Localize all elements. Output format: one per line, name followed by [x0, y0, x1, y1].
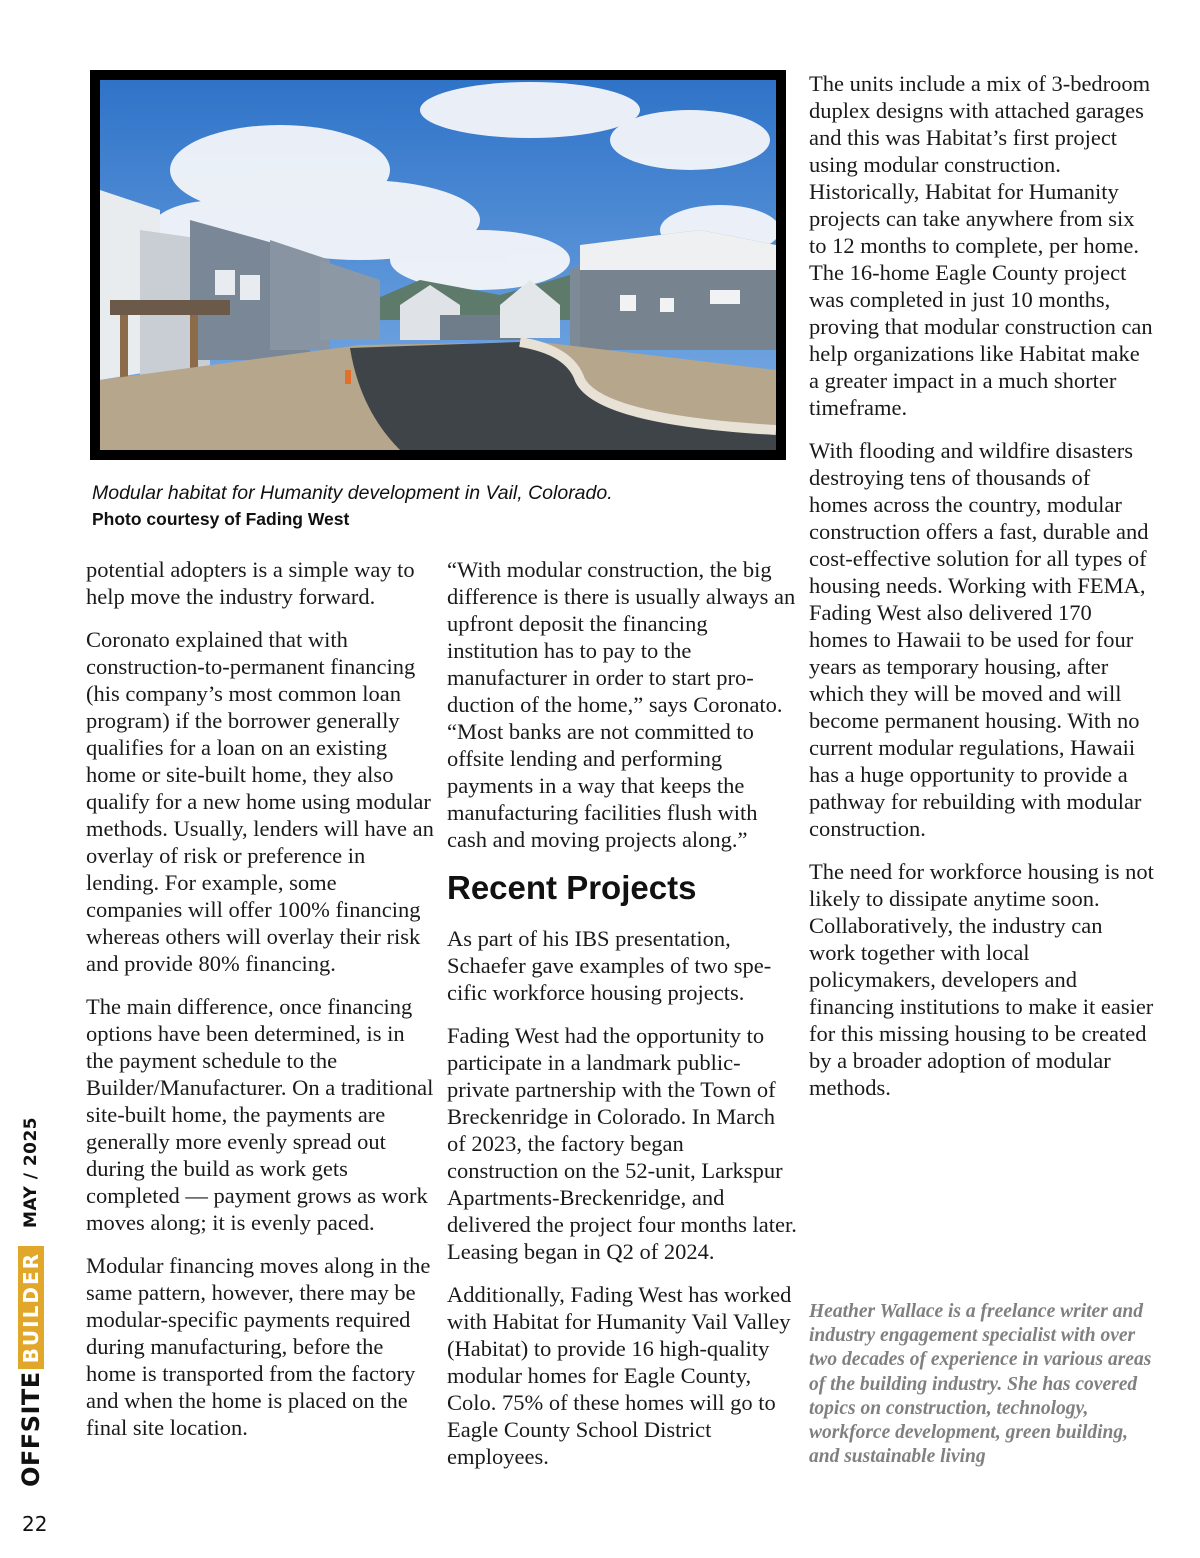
photo-credit: Photo courtesy of Fading West: [92, 509, 350, 529]
photo-caption: [92, 480, 792, 532]
article-column-1: [86, 556, 434, 1457]
paragraph: With flooding and wildfire disasters destroying tens of thousands of homes across the country, modular construction offers a fast, durable and cost-effective solution for all types of housing needs. Working with FEMA, Fading West also delivered 170 homes to Hawaii to be used for four years as temporary housing, after which they will be moved and will become permanent housing. With no current modular regulations, Hawaii has a huge opportunity to provide a pathway for rebuilding with modular construction.: [809, 438, 1149, 841]
quote-paragraph: “With modular construction, the big difference is there is usually always an upfront deposit the financing institution has to pay to the manufacturer in order to start production of the home,” says Coronato. “Most banks are not committed to offsite lending and performing payments in a way that keeps the manufacturing facilities flush with cash and moving projects along.”: [447, 557, 796, 852]
paragraph: The main difference, once financing options have been determined, is in the payment schedule to the Builder/Manufacturer. On a traditional site-built home, the payments are generally more evenly spread out during the build as work gets completed — payment grows as work moves along; it is evenly paced.: [86, 994, 434, 1235]
folio: [14, 1116, 48, 1495]
paragraph: Coronato explained that with construction-to-permanent financing (his company’s most common loan program) if the borrower generally qualifies for a loan on an existing home or site-built home, they also qualify for a new home using modular methods. Usually, lenders will have an overlay of risk or preference in lending. For example, some companies will offer 100% financing whereas others will overlay their risk and provide 80% financing.: [86, 627, 434, 976]
article-column-2: [447, 556, 799, 1486]
article-column-3: [809, 70, 1154, 1117]
magazine-name-builder: BUILDER: [18, 1246, 44, 1369]
paragraph: The units include a mix of 3-bedroom duplex designs with attached garages and this was Habitat’s first project using modular construction. Historically, Habitat for Humanity projects can take anywhere from six to 12 months to complete, per home. The 16-home Eagle County project was completed in just 10 months, proving that modular construction can help organizations like Habitat make a greater impact in a much shorter timeframe.: [809, 71, 1153, 420]
paragraph: As part of his IBS presentation, Schaefer gave examples of two specific workforce housing projects.: [447, 926, 772, 1005]
paragraph: Modular financing moves along in the same pattern, however, there may be modular-specific payments required during manufacturing, before the home is transported from the factory and when the home is placed on the final site location.: [86, 1253, 431, 1440]
paragraph: Additionally, Fading West has worked with Habitat for Humanity Vail Valley (Habitat) to provide 16 high-quality modular homes for Eagle County, Colo. 75% of these homes will go to Eagle County School District employees.: [447, 1282, 792, 1469]
page-number: 22: [22, 1512, 48, 1536]
section-heading: Recent Projects: [447, 869, 697, 906]
photo-image: [100, 80, 776, 450]
paragraph: Fading West had the opportunity to participate in a landmark public-private partnership with the Town of Breckenridge in Colorado. In March of 2023, the factory began construction on the 52-unit, Larkspur Apartments-Breckenridge, and delivered the project four months later. Leasing began in Q2 of 2024.: [447, 1023, 797, 1264]
author-bio: Heather Wallace is a freelance writer and industry engagement specialist with over two decades of experience in various areas of the building industry. She has covered topics on construction, technology, workforce development, green building, and sustainable living: [809, 1301, 1152, 1468]
caption-text: Modular habitat for Humanity development in Vail, Colorado.: [92, 482, 613, 504]
magazine-name-offsite: OFFSITE: [17, 1371, 45, 1487]
paragraph: The need for workforce housing is not likely to dissipate anytime soon. Collaboratively, the industry can work together with local policymakers, developers and financing institutions to make it easier for this missing housing to be created by a broader adoption of modular methods.: [809, 859, 1154, 1100]
issue-date: MAY / 2025: [21, 1116, 41, 1228]
article-photo: [90, 70, 786, 460]
paragraph: potential adopters is a simple way to help move the industry forward.: [86, 557, 415, 609]
